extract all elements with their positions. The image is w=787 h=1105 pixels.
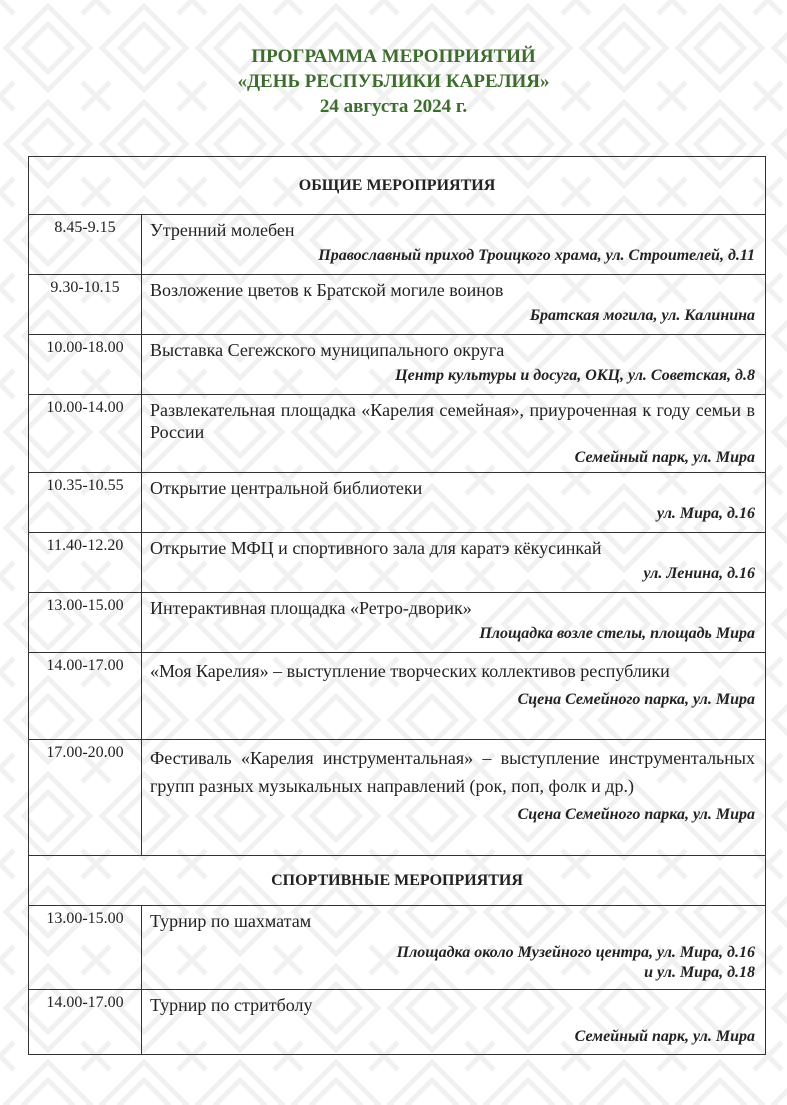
table-row: [29, 473, 766, 533]
event-title: Возложение цветов к Братской могиле воинов: [150, 280, 504, 300]
program-header: [0, 44, 787, 119]
section-row-general: [29, 157, 766, 215]
event-cell: [142, 740, 766, 856]
event-location: Сцена Семейного парка, ул. Мира: [517, 691, 755, 708]
table-row: [29, 653, 766, 740]
program-title: ПРОГРАММА МЕРОПРИЯТИЙ: [251, 46, 536, 67]
section-row-sports: [29, 856, 766, 906]
event-location-secondary: и ул. Мира, д.18: [644, 964, 755, 981]
event-cell: [142, 335, 766, 395]
event-location: Площадка около Музейного центра, ул. Мира, д.16: [396, 944, 755, 961]
event-location: Братская могила, ул. Калинина: [529, 307, 755, 324]
event-title: «Моя Карелия» – выступление творческих коллективов республики: [150, 661, 670, 681]
event-location: ул. Ленина, д.16: [643, 565, 755, 582]
event-time: 10.00-18.00: [29, 335, 142, 395]
event-cell: [142, 275, 766, 335]
event-cell: [142, 473, 766, 533]
schedule-table: [28, 156, 766, 1055]
event-time: 8.45-9.15: [29, 215, 142, 275]
event-location: ул. Мира, д.16: [657, 505, 755, 522]
event-time: 13.00-15.00: [29, 906, 142, 990]
event-cell: [142, 395, 766, 473]
event-cell: [142, 593, 766, 653]
event-title: Выставка Сегежского муниципального округа: [150, 340, 505, 360]
event-title: Открытие МФЦ и спортивного зала для каратэ кёкусинкай: [150, 538, 602, 558]
table-row: [29, 593, 766, 653]
table-row: [29, 740, 766, 856]
table-row: [29, 215, 766, 275]
table-row: [29, 395, 766, 473]
table-row: [29, 275, 766, 335]
section-heading-general: ОБЩИЕ МЕРОПРИЯТИЯ: [29, 157, 766, 215]
event-title: Открытие центральной библиотеки: [150, 478, 423, 498]
event-title: Фестиваль «Карелия инструментальная» – выступление инструментальных групп разных музыкальных направлений (рок, поп, фолк и др.): [150, 748, 755, 796]
event-cell: [142, 653, 766, 740]
event-time: 17.00-20.00: [29, 740, 142, 856]
event-location: Семейный парк, ул. Мира: [574, 449, 755, 466]
event-cell: [142, 906, 766, 990]
event-time: 10.35-10.55: [29, 473, 142, 533]
event-time: 9.30-10.15: [29, 275, 142, 335]
event-location: Православный приход Троицкого храма, ул. Строителей, д.11: [318, 247, 755, 264]
event-title: Утренний молебен: [150, 220, 295, 240]
event-location: Семейный парк, ул. Мира: [574, 1028, 755, 1045]
event-time: 13.00-15.00: [29, 593, 142, 653]
event-title: Турнир по шахматам: [150, 911, 312, 931]
table-row: [29, 990, 766, 1055]
section-heading-sports: СПОРТИВНЫЕ МЕРОПРИЯТИЯ: [29, 856, 766, 906]
event-cell: [142, 533, 766, 593]
event-title: Интерактивная площадка «Ретро-дворик»: [150, 598, 472, 618]
event-name: «ДЕНЬ РЕСПУБЛИКИ КАРЕЛИЯ»: [237, 71, 550, 92]
event-cell: [142, 990, 766, 1055]
event-time: 14.00-17.00: [29, 653, 142, 740]
event-time: 11.40-12.20: [29, 533, 142, 593]
event-cell: [142, 215, 766, 275]
event-title: Турнир по стритболу: [150, 995, 313, 1015]
table-row: [29, 906, 766, 990]
table-row: [29, 335, 766, 395]
event-location: Площадка возле стелы, площадь Мира: [479, 625, 755, 642]
event-time: 14.00-17.00: [29, 990, 142, 1055]
event-time: 10.00-14.00: [29, 395, 142, 473]
event-location: Центр культуры и досуга, ОКЦ, ул. Советская, д.8: [395, 367, 755, 384]
event-location: Сцена Семейного парка, ул. Мира: [517, 806, 755, 823]
table-row: [29, 533, 766, 593]
event-date: 24 августа 2024 г.: [319, 96, 468, 117]
event-title: Развлекательная площадка «Карелия семейная», приуроченная к году семьи в России: [150, 400, 755, 442]
